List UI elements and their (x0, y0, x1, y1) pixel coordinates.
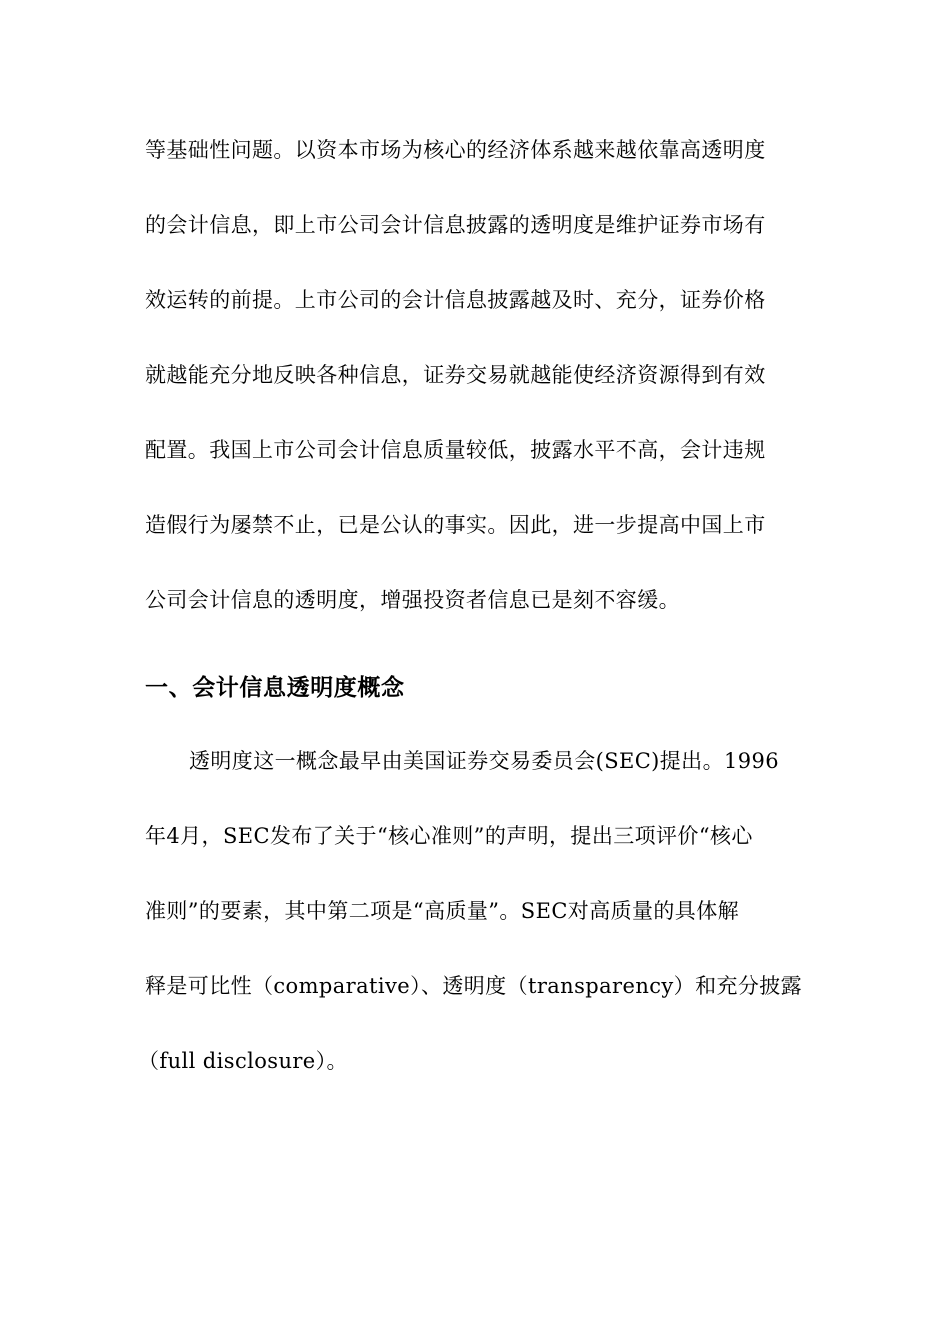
paragraph-line: 公司会计信息的透明度，增强投资者信息已是刻不容缓。 (145, 588, 680, 612)
paragraph-line: （full disclosure）。 (138, 1049, 348, 1073)
paragraph-line: 效运转的前提。上市公司的会计信息披露越及时、充分，证券价格 (145, 288, 766, 312)
paragraph-line: 年4月，SEC发布了关于“核心准则”的声明，提出三项评价“核心 (145, 824, 753, 848)
paragraph-line: 准则”的要素，其中第二项是“高质量”。SEC对高质量的具体解 (145, 899, 739, 923)
paragraph-line: 的会计信息，即上市公司会计信息披露的透明度是维护证券市场有 (145, 213, 766, 237)
section-heading: 一、会计信息透明度概念 (145, 675, 405, 701)
paragraph-line: 等基础性问题。以资本市场为核心的经济体系越来越依靠高透明度 (145, 138, 766, 162)
paragraph-line: 造假行为屡禁不止，已是公认的事实。因此，进一步提高中国上市 (145, 513, 766, 537)
paragraph-line: 透明度这一概念最早由美国证券交易委员会(SEC)提出。1996 (189, 749, 780, 773)
paragraph-line: 就越能充分地反映各种信息，证券交易就越能使经济资源得到有效 (145, 363, 766, 387)
paragraph-line: 配置。我国上市公司会计信息质量较低，披露水平不高，会计违规 (145, 438, 766, 462)
paragraph-line: 释是可比性（comparative）、透明度（transparency）和充分披露 (145, 974, 803, 998)
